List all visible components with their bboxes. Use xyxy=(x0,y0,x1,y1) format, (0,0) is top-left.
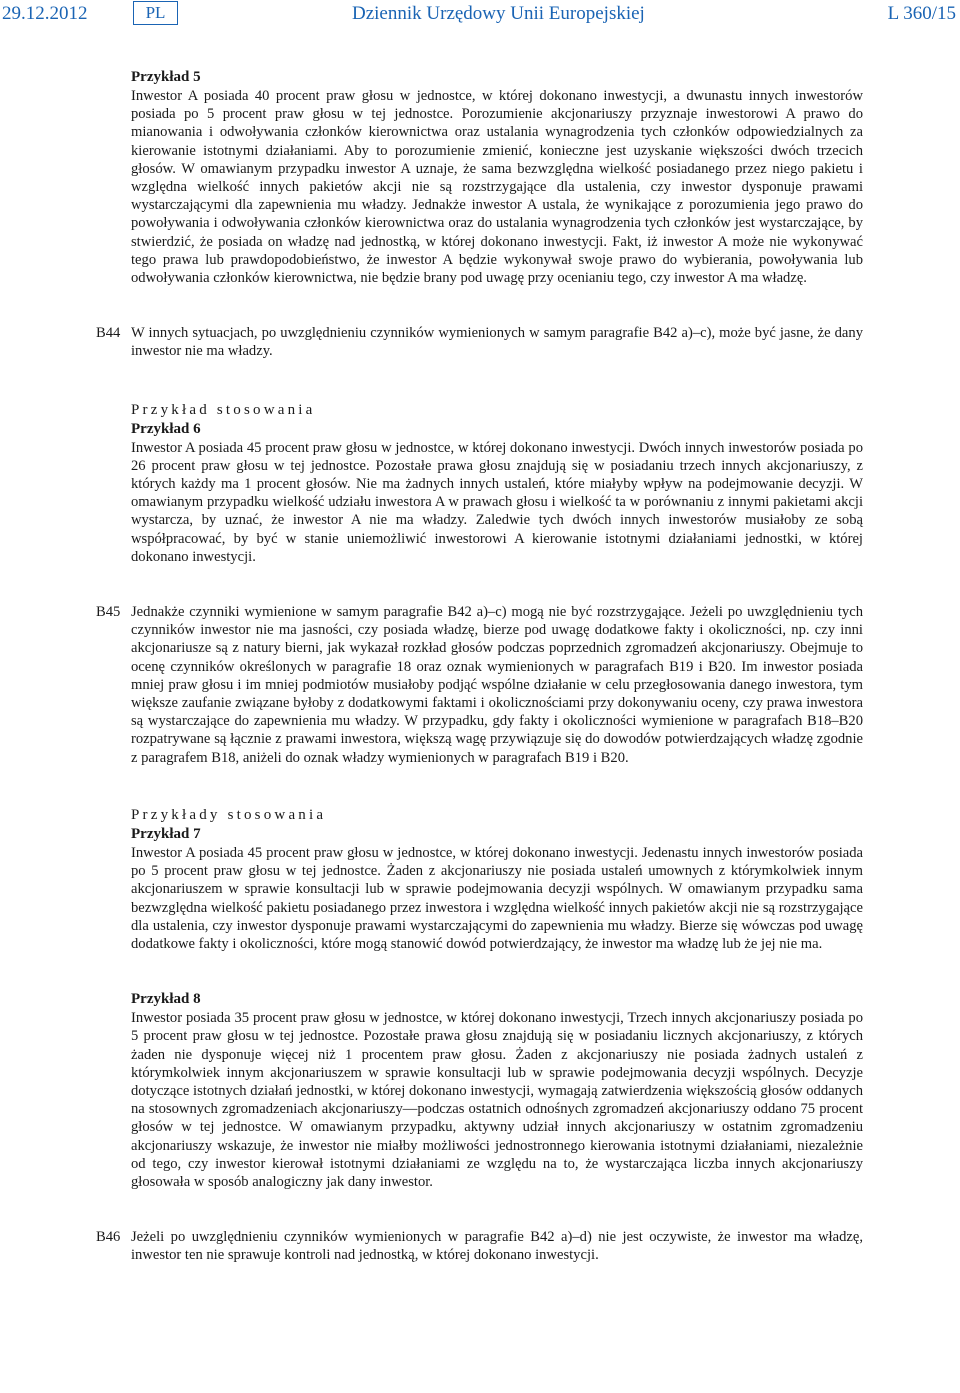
application-examples-7 xyxy=(131,806,863,953)
example-8 xyxy=(131,990,863,1191)
paragraph-b44-text: W innych sytuacjach, po uwzględnieniu czynników wymienionych w samym paragrafie B42 a)–c), może być jasne, że dany inwestor nie ma władzy. xyxy=(131,325,863,360)
paragraph-b44 xyxy=(96,324,863,360)
example-5-heading: Przykład 5 xyxy=(131,69,201,85)
example-7-heading: Przykład 7 xyxy=(131,825,201,842)
paragraph-number: B45 xyxy=(96,604,121,621)
example-5 xyxy=(131,68,863,287)
publication-date: 29.12.2012 xyxy=(2,3,88,24)
paragraph-number: B44 xyxy=(96,325,121,342)
paragraph-b46 xyxy=(96,1228,863,1264)
paragraph-b46-text: Jeżeli po uwzględnieniu czynników wymienionych w paragrafie B42 a)–d) nie jest oczywiste, że inwestor ma władzę, inwestor ten nie sprawuje kontroli nad jednostką, w której dokonano inwestycji. xyxy=(131,1229,863,1264)
page-header xyxy=(0,0,960,32)
example-6-text: Inwestor A posiada 45 procent praw głosu w jednostce, w której dokonano inwestycji. Dwóch innych inwestorów posiada po 26 procent praw głosu w tej jednostce. Pozostałe prawa głosu znajdują się w posiadaniu trzech innych akcjonariuszy, z których każdy ma 1 procent głosów. Nie ma żadnych innych ustaleń, które miałyby wpływ na podejmowanie decyzji. W omawianym przypadku wielkość udziału inwestora A w prawach głosu i wielkość ta w porównaniu z innymi pakietami akcji wystarcza, by uznać, że inwestor A nie ma władzy. Zaledwie tych dwóch innych inwestorów musiałoby ze sobą współpracować, by być w stanie uniemożliwić inwestorowi A kierowanie istotnymi działaniami jednostki, w której dokonano inwestycji. xyxy=(131,439,863,565)
application-label: Przykłady stosowania xyxy=(131,806,327,823)
journal-title: Dziennik Urzędowy Unii Europejskiej xyxy=(352,3,645,24)
application-label: Przykład stosowania xyxy=(131,401,316,418)
paragraph-number: B46 xyxy=(96,1229,121,1246)
document-body xyxy=(0,68,960,1265)
page-reference: L 360/15 xyxy=(887,3,956,24)
paragraph-b45-text: Jednakże czynniki wymienione w samym paragrafie B42 a)–c) mogą nie być rozstrzygające. Jeżeli po uwzględnieniu tych czynników inwestor nie ma jasności, czy posiada władzę, bierze pod uwagę dodatkowe fakty i okoliczności, np. czy inni akcjonariusze są z natury bierni, jak wykazał rozkład głosów podczas poprzednich zgromadzeń akcjonariuszy. Obejmuje to ocenę czynników określonych w paragrafie 18 oraz oznak wymienionych w paragrafach B19 i B20. Im inwestor posiada mniej praw głosu i im mniej podmiotów musiałoby podjąć wspólne działanie w celu przegłosowania danego inwestora, tym większe zaufanie związane byłoby z dodatkowymi faktami i okolicznościami przy dokonywaniu oceny, czy prawa inwestora są wystarczające do zapewnienia mu władzy. W przypadku, gdy fakty i okoliczności wymienione w paragrafach B18–B20 rozpatrywane są łącznie z prawami inwestora, większą wagę przywiązuje się do dowodów potwierdzających władzę zgodnie z paragrafem B18, aniżeli do oznak władzy wymienionych w paragrafach B19 i B20. xyxy=(131,604,863,766)
application-example-6 xyxy=(131,401,863,566)
example-8-heading: Przykład 8 xyxy=(131,991,201,1008)
example-8-text: Inwestor posiada 35 procent praw głosu w jednostce, w której dokonano inwestycji, Trzech innych akcjonariuszy posiada po 5 procent praw głosu w tej jednostce. Pozostałe prawa głosu znajdują się w posiadaniu licznych akcjonariuszy, z których żaden nie dysponuje więcej niż 1 procentem praw głosu. Żaden z akcjonariuszy nie posiada żadnych ustaleń z którymkolwiek innym akcjonariuszem w sprawie konsultacji lub w sprawie podejmowania decyzji wspólnych. Decyzje dotyczące istotnych działań jednostki, w której dokonano inwestycji, wymagają zatwierdzenia większością głosów oddanych na stosownych zgromadzeniach akcjonariuszy—podczas ostatnich odnośnych zgromadzeń akcjonariuszy oddano 75 procent głosów w tej jednostce. W omawianym przypadku, aktywny udział innych akcjonariuszy w ostatnim zgromadzeniu akcjonariuszy wskazuje, że inwestor nie miałby możliwości jednostronnego kierowania istotnymi działaniami, niezależnie od tego, czy inwestor kierował istotnymi działaniami ze względu na to, że wystarczająca liczba innych akcjonariuszy głosowała w sposób analogiczny jak dany inwestor. xyxy=(131,1010,863,1190)
paragraph-b45 xyxy=(96,603,863,767)
example-5-text: Inwestor A posiada 40 procent praw głosu w jednostce, w której dokonano inwestycji, a dwunastu innych inwestorów posiada po 5 procent praw głosu w tej jednostce. Porozumienie akcjonariuszy przyznaje inwestorowi A prawo do mianowania i odwoływania członków kierownictwa oraz ustalania wynagrodzenia tych członków odpowiedzialnych za kierowanie istotnymi działaniami. Aby to porozumienie zmienić, konieczne jest uzyskanie większości dwóch trzecich głosów. W omawianym przypadku inwestor A uznaje, że sama bezwzględna wielkość posiadanego przez niego pakietu i względna wielkość innych pakietów akcji nie są rozstrzygające dla ustalenia, czy inwestor dysponuje prawami wystarczającymi dla zapewnienia mu władzy. Jednakże inwestor A ustala, że wynikające z porozumienia jego prawo do powoływania i odwoływania członków kierownictwa oraz do ustalania wynagrodzenia tych członków jest wystarczające, by stwierdzić, że posiada on władzę nad jednostką, w której dokonano inwestycji. Fakt, iż inwestor A może nie wykonywać tego prawa lub prawdopodobieństwo, że inwestor A będzie wykonywał swoje prawo do wybierania, powoływania lub odwoływania członków kierownictwa, nie będzie brany pod uwagę przy ocenianiu tego, czy inwestor A ma władzę. xyxy=(131,88,863,287)
example-6-heading: Przykład 6 xyxy=(131,420,201,437)
example-7-text: Inwestor A posiada 45 procent praw głosu w jednostce, w której dokonano inwestycji. Jedenastu innych inwestorów posiada po 5 procent praw głosu w tej jednostce. Żaden z akcjonariuszy nie posiada ustaleń umownych z którymkolwiek innym akcjonariuszem w sprawie konsultacji lub w sprawie podejmowania decyzji wspólnych. W omawianym przypadku sama bezwzględna wielkość pakietu posiadanego przez inwestora i względna wielkość innych pakietów akcji nie są rozstrzygające dla ustalenia, czy inwestor dysponuje prawami wystarczającymi do zapewnienia mu władzy. Bierze się wówczas pod uwagę dodatkowe fakty i okoliczności, które mogą stanowić dowód potwierdzający, że inwestor ma władzę lub że jej nie ma. xyxy=(131,844,863,952)
language-badge: PL xyxy=(133,1,178,25)
